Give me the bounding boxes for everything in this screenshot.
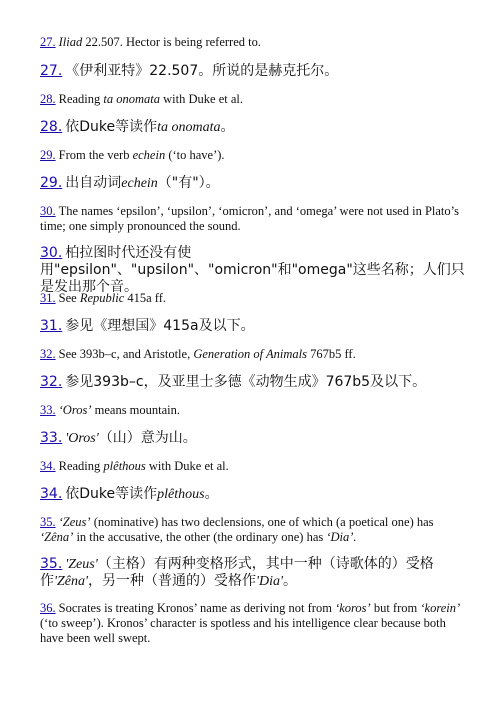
footnote-text: 。 [220, 119, 235, 135]
footnote-ref-link[interactable]: 32. [40, 347, 56, 361]
footnote-text: (‘to sweep’). Kronos’ character is spotless and his intelligence clear because both have been well swept. [40, 616, 446, 645]
footnote-text: 依Duke等读作 [65, 119, 158, 135]
footnote-text: ，另一种（普通的）受格作 [88, 573, 256, 589]
footnote-text: Reading [58, 92, 104, 106]
italic-term: plêthous [157, 487, 205, 502]
footnote-text: 《伊利亚特》22.507。所说的是赫克托尔。 [65, 63, 339, 79]
footnote-ref-link[interactable]: 34. [40, 459, 56, 473]
footnote-text: 767b5 ff. [306, 347, 356, 361]
footnote-29-zh [40, 175, 468, 192]
footnote-text: See 393b–c, and Aristotle, [58, 347, 194, 361]
footnote-text: See [58, 291, 80, 305]
footnote-33-en [40, 403, 468, 418]
footnote-text: The names ‘epsilon’, ‘upsilon’, ‘omicron’, and ‘omega’ were not used in Plato’s time; one simply pronounced the sound. [40, 204, 459, 233]
italic-term: Iliad [58, 35, 83, 49]
footnote-text: 柏拉图时代还没有使用"epsilon"、"upsilon"、"omicron"和"omega"这些名称；人们只是发出那个音。 [40, 245, 465, 295]
footnote-text: 参见393b–c，及亚里士多德《动物生成》767b5及以下。 [65, 374, 427, 390]
footnote-ref-link[interactable]: 29. [40, 175, 63, 191]
footnote-text: From the verb [58, 148, 133, 162]
footnote-ref-link[interactable]: 33. [40, 403, 56, 417]
footnote-33-zh [40, 430, 468, 447]
footnote-30-zh [40, 245, 468, 296]
italic-term: ‘korein’ [420, 601, 461, 615]
footnote-ref-link[interactable]: 31. [40, 291, 56, 305]
footnote-32-zh [40, 374, 468, 391]
italic-term: 'Dia' [256, 574, 283, 589]
footnote-text: Socrates is treating Kronos’ name as deriving not from [58, 601, 336, 615]
footnote-ref-link[interactable]: 30. [40, 204, 56, 218]
footnote-32-en [40, 347, 468, 362]
footnote-34-en [40, 459, 468, 474]
footnote-text: （山）意为山。 [98, 430, 197, 446]
italic-term: ta onomata [157, 120, 221, 135]
italic-term: 'Zêna' [54, 574, 88, 589]
italic-term: echein [121, 176, 158, 191]
footnote-ref-link[interactable]: 27. [40, 35, 56, 49]
footnote-text: means mountain. [91, 403, 181, 417]
footnote-35-zh [40, 556, 468, 590]
footnote-35-en [40, 515, 468, 545]
footnote-27-zh [40, 63, 468, 80]
footnote-text: 415a ff. [124, 291, 167, 305]
italic-term: 'Oros' [65, 431, 99, 446]
footnote-36-en [40, 601, 468, 646]
footnote-29-en [40, 148, 468, 163]
footnote-28-zh [40, 119, 468, 136]
footnote-text: in the accusative, the other (the ordinary one) has [73, 530, 327, 544]
footnote-ref-link[interactable]: 29. [40, 148, 56, 162]
footnote-27-en [40, 35, 468, 50]
footnote-ref-link[interactable]: 33. [40, 430, 63, 446]
italic-term: Republic [79, 291, 125, 305]
footnote-text: but from [370, 601, 421, 615]
italic-term: ‘Zêna’ [40, 530, 74, 544]
italic-term: echein [132, 148, 166, 162]
footnote-ref-link[interactable]: 28. [40, 119, 63, 135]
italic-term: 'Zeus' [65, 557, 98, 572]
footnote-text: 。 [204, 486, 219, 502]
footnote-text: with Duke et al. [160, 92, 243, 106]
footnote-text: （主格）有两种变格形式，其中一种（诗歌体的）受格作 [40, 556, 434, 589]
italic-term: ‘koros’ [335, 601, 371, 615]
footnote-ref-link[interactable]: 28. [40, 92, 56, 106]
footnote-text: (nominative) has two declensions, one of which (a poetical one) has [90, 515, 434, 529]
footnote-ref-link[interactable]: 32. [40, 374, 63, 390]
footnote-text: 参见《理想国》415a及以下。 [65, 318, 255, 334]
footnote-28-en [40, 92, 468, 107]
italic-term: ta onomata [103, 92, 161, 106]
footnote-ref-link[interactable]: 34. [40, 486, 63, 502]
italic-term: ‘Oros’ [58, 403, 92, 417]
footnote-text: 。 [283, 573, 297, 589]
footnote-ref-link[interactable]: 36. [40, 601, 56, 615]
footnote-ref-link[interactable]: 30. [40, 245, 63, 261]
footnote-text: 22.507. Hector is being referred to. [82, 35, 261, 49]
footnote-text: with Duke et al. [145, 459, 229, 473]
footnote-31-zh [40, 318, 468, 335]
footnote-ref-link[interactable]: 31. [40, 318, 63, 334]
footnote-ref-link[interactable]: 35. [40, 515, 56, 529]
footnote-ref-link[interactable]: 27. [40, 63, 63, 79]
footnote-30-en [40, 204, 468, 234]
italic-term: Generation of Animals [193, 347, 307, 361]
italic-term: ‘Zeus’ [58, 515, 91, 529]
footnote-text: （"有"）。 [157, 175, 220, 191]
footnote-text: (‘to have’). [165, 148, 225, 162]
footnote-text: 出自动词 [65, 175, 122, 191]
footnote-34-zh [40, 486, 468, 503]
footnote-31-en [40, 291, 468, 306]
italic-term: ‘Dia’. [326, 530, 357, 544]
footnote-ref-link[interactable]: 35. [40, 556, 63, 572]
footnote-text: 依Duke等读作 [65, 486, 158, 502]
footnote-text: Reading [58, 459, 104, 473]
italic-term: plêthous [103, 459, 146, 473]
